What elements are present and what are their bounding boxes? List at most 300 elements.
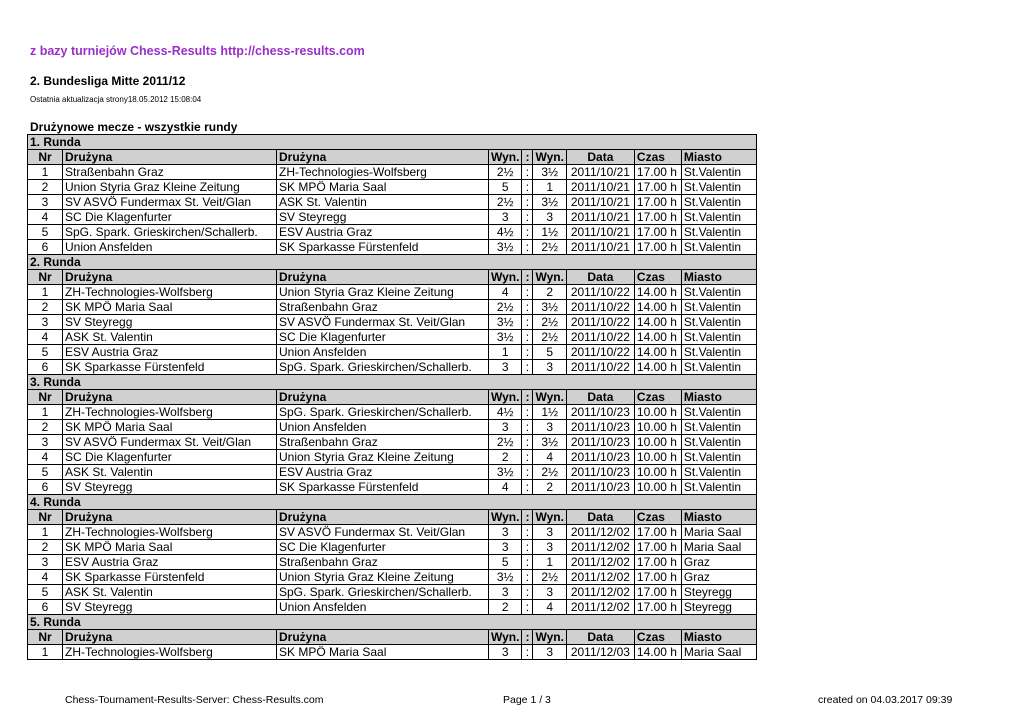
match-date: 2011/12/02 [566,555,634,570]
column-header: Drużyna [63,270,277,285]
match-nr: 3 [28,315,63,330]
match-city: St.Valentin [681,435,756,450]
match-city: Steyregg [681,600,756,615]
match-nr: 4 [28,570,63,585]
column-header: Nr [28,390,63,405]
away-team: SK Sparkasse Fürstenfeld [277,240,489,255]
column-header: Miasto [681,390,756,405]
table-row [28,300,757,315]
column-header: Czas [634,270,681,285]
table-row [28,330,757,345]
match-time: 14.00 h [634,300,681,315]
match-date: 2011/10/21 [566,195,634,210]
round-title-row [28,495,757,510]
table-row [28,180,757,195]
away-score: 1 [533,180,566,195]
home-team: SC Die Klagenfurter [63,450,277,465]
home-score: 3 [489,420,522,435]
match-date: 2011/10/21 [566,225,634,240]
match-nr: 5 [28,465,63,480]
column-header: Drużyna [63,150,277,165]
home-team: ASK St. Valentin [63,465,277,480]
score-separator: : [522,450,533,465]
away-team: SC Die Klagenfurter [277,540,489,555]
home-team: Union Styria Graz Kleine Zeitung [63,180,277,195]
match-time: 17.00 h [634,600,681,615]
score-separator: : [522,525,533,540]
score-separator: : [522,600,533,615]
column-header: Czas [634,510,681,525]
round-title-row [28,615,757,630]
score-separator: : [522,210,533,225]
match-nr: 3 [28,435,63,450]
column-header: Wyn. [533,630,566,645]
match-city: St.Valentin [681,210,756,225]
home-team: SV ASVÖ Fundermax St. Veit/Glan [63,435,277,450]
away-team: ASK St. Valentin [277,195,489,210]
match-city: Steyregg [681,585,756,600]
away-score: 4 [533,450,566,465]
match-date: 2011/12/02 [566,525,634,540]
score-separator: : [522,555,533,570]
away-score: 2 [533,480,566,495]
away-score: 2½ [533,570,566,585]
away-score: 3 [533,645,566,660]
away-team: Straßenbahn Graz [277,435,489,450]
away-team: SV Steyregg [277,210,489,225]
score-separator: : [522,180,533,195]
away-score: 2½ [533,330,566,345]
away-team: ZH-Technologies-Wolfsberg [277,165,489,180]
table-row [28,195,757,210]
away-score: 3 [533,420,566,435]
column-header: Czas [634,150,681,165]
column-header: Nr [28,270,63,285]
score-separator: : [522,285,533,300]
column-header: Wyn. [489,270,522,285]
table-row [28,420,757,435]
round-title: 3. Runda [28,375,757,390]
home-score: 5 [489,555,522,570]
home-score: 3 [489,540,522,555]
table-row [28,345,757,360]
home-team: ZH-Technologies-Wolfsberg [63,405,277,420]
column-header: Czas [634,390,681,405]
match-date: 2011/10/23 [566,450,634,465]
match-city: St.Valentin [681,330,756,345]
score-separator: : [522,240,533,255]
table-row [28,285,757,300]
table-row [28,570,757,585]
match-date: 2011/10/21 [566,165,634,180]
column-header-row [28,150,757,165]
away-team: SpG. Spark. Grieskirchen/Schallerb. [277,405,489,420]
match-city: Maria Saal [681,645,756,660]
match-city: St.Valentin [681,225,756,240]
match-time: 10.00 h [634,465,681,480]
away-team: ESV Austria Graz [277,225,489,240]
match-nr: 6 [28,360,63,375]
home-team: SK Sparkasse Fürstenfeld [63,360,277,375]
column-header: Data [566,270,634,285]
away-team: SK Sparkasse Fürstenfeld [277,480,489,495]
match-time: 17.00 h [634,165,681,180]
away-score: 2½ [533,315,566,330]
home-score: 4½ [489,225,522,240]
match-time: 17.00 h [634,225,681,240]
match-date: 2011/10/22 [566,345,634,360]
match-city: St.Valentin [681,240,756,255]
score-separator: : [522,480,533,495]
column-header: Miasto [681,270,756,285]
match-date: 2011/12/02 [566,570,634,585]
home-score: 2½ [489,435,522,450]
match-time: 10.00 h [634,435,681,450]
table-row [28,465,757,480]
away-team: Union Ansfelden [277,420,489,435]
column-header: Miasto [681,510,756,525]
score-separator: : [522,465,533,480]
column-header: Czas [634,630,681,645]
match-time: 14.00 h [634,645,681,660]
footer-server: Chess-Tournament-Results-Server: Chess-Results.com [65,694,324,706]
match-city: St.Valentin [681,165,756,180]
score-separator: : [522,300,533,315]
match-nr: 3 [28,195,63,210]
home-score: 3½ [489,465,522,480]
match-city: St.Valentin [681,480,756,495]
away-team: ESV Austria Graz [277,465,489,480]
score-separator: : [522,195,533,210]
away-score: 3 [533,585,566,600]
table-row [28,435,757,450]
score-separator: : [522,360,533,375]
match-city: St.Valentin [681,180,756,195]
away-score: 2½ [533,240,566,255]
table-row [28,480,757,495]
match-time: 10.00 h [634,480,681,495]
away-score: 3 [533,540,566,555]
match-city: St.Valentin [681,420,756,435]
score-separator: : [522,420,533,435]
home-score: 4½ [489,405,522,420]
match-date: 2011/12/03 [566,645,634,660]
score-separator: : [522,540,533,555]
score-separator: : [522,165,533,180]
table-row [28,540,757,555]
match-city: St.Valentin [681,360,756,375]
column-header: Drużyna [63,510,277,525]
home-score: 4 [489,480,522,495]
home-score: 1 [489,345,522,360]
match-date: 2011/10/22 [566,360,634,375]
match-time: 17.00 h [634,180,681,195]
match-nr: 6 [28,240,63,255]
match-time: 14.00 h [634,330,681,345]
away-score: 3½ [533,165,566,180]
score-separator: : [522,225,533,240]
match-time: 17.00 h [634,570,681,585]
column-header: Data [566,630,634,645]
column-header-row [28,390,757,405]
match-time: 17.00 h [634,555,681,570]
match-city: St.Valentin [681,300,756,315]
score-separator: : [522,435,533,450]
home-team: SV Steyregg [63,315,277,330]
away-score: 2 [533,285,566,300]
away-score: 3 [533,210,566,225]
match-nr: 1 [28,165,63,180]
match-city: Graz [681,570,756,585]
home-score: 3½ [489,570,522,585]
home-score: 3½ [489,330,522,345]
away-team: SC Die Klagenfurter [277,330,489,345]
away-team: SV ASVÖ Fundermax St. Veit/Glan [277,315,489,330]
home-team: SK Sparkasse Fürstenfeld [63,570,277,585]
table-row [28,525,757,540]
away-team: Straßenbahn Graz [277,555,489,570]
home-team: Straßenbahn Graz [63,165,277,180]
column-header: Wyn. [533,510,566,525]
round-title-row [28,375,757,390]
match-city: St.Valentin [681,450,756,465]
match-date: 2011/10/23 [566,480,634,495]
away-team: Union Styria Graz Kleine Zeitung [277,285,489,300]
match-nr: 3 [28,555,63,570]
home-score: 4 [489,285,522,300]
home-team: ZH-Technologies-Wolfsberg [63,525,277,540]
column-header: Wyn. [533,150,566,165]
home-score: 2½ [489,195,522,210]
round-title-row [28,135,757,150]
home-team: SV ASVÖ Fundermax St. Veit/Glan [63,195,277,210]
column-header: Miasto [681,630,756,645]
match-city: St.Valentin [681,345,756,360]
match-date: 2011/10/23 [566,465,634,480]
match-time: 14.00 h [634,360,681,375]
away-score: 3½ [533,435,566,450]
column-header: : [522,630,533,645]
match-city: St.Valentin [681,465,756,480]
column-header: Drużyna [277,510,489,525]
table-row [28,165,757,180]
match-nr: 5 [28,345,63,360]
home-score: 3½ [489,315,522,330]
column-header: Wyn. [489,150,522,165]
score-separator: : [522,345,533,360]
home-team: ESV Austria Graz [63,345,277,360]
match-nr: 2 [28,180,63,195]
match-date: 2011/10/22 [566,300,634,315]
column-header: Drużyna [277,630,489,645]
away-team: SK MPÖ Maria Saal [277,180,489,195]
away-team: SpG. Spark. Grieskirchen/Schallerb. [277,360,489,375]
home-score: 3 [489,645,522,660]
match-city: St.Valentin [681,285,756,300]
round-title: 1. Runda [28,135,757,150]
match-nr: 5 [28,225,63,240]
column-header: : [522,270,533,285]
column-header: Nr [28,150,63,165]
match-nr: 4 [28,210,63,225]
score-separator: : [522,570,533,585]
column-header: Drużyna [277,390,489,405]
home-score: 3 [489,360,522,375]
column-header: Wyn. [533,270,566,285]
table-row [28,240,757,255]
home-score: 2 [489,600,522,615]
match-city: Maria Saal [681,525,756,540]
match-time: 14.00 h [634,315,681,330]
home-team: SC Die Klagenfurter [63,210,277,225]
home-team: SpG. Spark. Grieskirchen/Schallerb. [63,225,277,240]
score-separator: : [522,330,533,345]
results-body [28,135,757,660]
column-header: Wyn. [489,390,522,405]
home-team: SK MPÖ Maria Saal [63,420,277,435]
source-link[interactable]: z bazy turniejów Chess-Results http://chess-results.com [30,44,365,58]
match-nr: 2 [28,540,63,555]
match-nr: 6 [28,600,63,615]
away-score: 1½ [533,225,566,240]
match-nr: 4 [28,450,63,465]
away-team: SK MPÖ Maria Saal [277,645,489,660]
column-header: Drużyna [63,630,277,645]
match-nr: 1 [28,285,63,300]
match-date: 2011/10/23 [566,420,634,435]
home-team: SV Steyregg [63,480,277,495]
away-score: 1 [533,555,566,570]
table-row [28,645,757,660]
home-team: SK MPÖ Maria Saal [63,540,277,555]
home-team: ASK St. Valentin [63,585,277,600]
match-nr: 1 [28,525,63,540]
column-header: Nr [28,630,63,645]
match-time: 17.00 h [634,195,681,210]
home-team: ZH-Technologies-Wolfsberg [63,285,277,300]
match-time: 17.00 h [634,525,681,540]
match-city: St.Valentin [681,195,756,210]
score-separator: : [522,585,533,600]
round-title: 4. Runda [28,495,757,510]
column-header: Wyn. [489,510,522,525]
match-date: 2011/10/23 [566,435,634,450]
match-time: 10.00 h [634,450,681,465]
match-time: 17.00 h [634,540,681,555]
table-row [28,600,757,615]
home-score: 5 [489,180,522,195]
match-city: St.Valentin [681,315,756,330]
table-row [28,405,757,420]
column-header: : [522,510,533,525]
match-date: 2011/12/02 [566,540,634,555]
home-score: 3 [489,525,522,540]
footer-created-on: created on 04.03.2017 09:39 [818,694,953,706]
table-row [28,315,757,330]
match-time: 14.00 h [634,345,681,360]
match-city: Graz [681,555,756,570]
column-header: Data [566,510,634,525]
score-separator: : [522,405,533,420]
column-header: : [522,390,533,405]
match-nr: 2 [28,300,63,315]
column-header: Miasto [681,150,756,165]
column-header: : [522,150,533,165]
column-header-row [28,630,757,645]
home-score: 2½ [489,165,522,180]
column-header: Wyn. [533,390,566,405]
away-score: 3 [533,360,566,375]
home-team: SV Steyregg [63,600,277,615]
table-row [28,210,757,225]
match-nr: 5 [28,585,63,600]
match-time: 14.00 h [634,285,681,300]
home-score: 2½ [489,300,522,315]
tournament-title: 2. Bundesliga Mitte 2011/12 [30,74,186,88]
match-date: 2011/10/22 [566,315,634,330]
round-title: 2. Runda [28,255,757,270]
match-nr: 6 [28,480,63,495]
away-score: 3½ [533,195,566,210]
home-team: ASK St. Valentin [63,330,277,345]
home-score: 2 [489,450,522,465]
home-team: ESV Austria Graz [63,555,277,570]
away-team: Straßenbahn Graz [277,300,489,315]
match-date: 2011/10/22 [566,330,634,345]
column-header: Data [566,150,634,165]
table-row [28,585,757,600]
column-header: Drużyna [63,390,277,405]
home-team: ZH-Technologies-Wolfsberg [63,645,277,660]
match-date: 2011/12/02 [566,600,634,615]
away-team: SV ASVÖ Fundermax St. Veit/Glan [277,525,489,540]
column-header: Wyn. [489,630,522,645]
table-row [28,450,757,465]
home-team: Union Ansfelden [63,240,277,255]
away-score: 4 [533,600,566,615]
score-separator: : [522,645,533,660]
match-city: St.Valentin [681,405,756,420]
away-score: 2½ [533,465,566,480]
away-score: 3 [533,525,566,540]
match-date: 2011/10/22 [566,285,634,300]
match-time: 17.00 h [634,210,681,225]
column-header: Drużyna [277,150,489,165]
match-time: 10.00 h [634,420,681,435]
home-team: SK MPÖ Maria Saal [63,300,277,315]
match-time: 17.00 h [634,240,681,255]
away-team: SpG. Spark. Grieskirchen/Schallerb. [277,585,489,600]
home-score: 3½ [489,240,522,255]
match-nr: 1 [28,645,63,660]
away-score: 5 [533,345,566,360]
column-header: Nr [28,510,63,525]
score-separator: : [522,315,533,330]
away-team: Union Ansfelden [277,600,489,615]
footer-page-number: Page 1 / 3 [503,694,551,706]
table-row [28,225,757,240]
home-score: 3 [489,210,522,225]
match-date: 2011/10/21 [566,210,634,225]
home-score: 3 [489,585,522,600]
match-date: 2011/10/23 [566,405,634,420]
column-header-row [28,510,757,525]
match-date: 2011/12/02 [566,585,634,600]
results-table [27,134,757,660]
away-score: 1½ [533,405,566,420]
match-time: 10.00 h [634,405,681,420]
away-team: Union Styria Graz Kleine Zeitung [277,450,489,465]
